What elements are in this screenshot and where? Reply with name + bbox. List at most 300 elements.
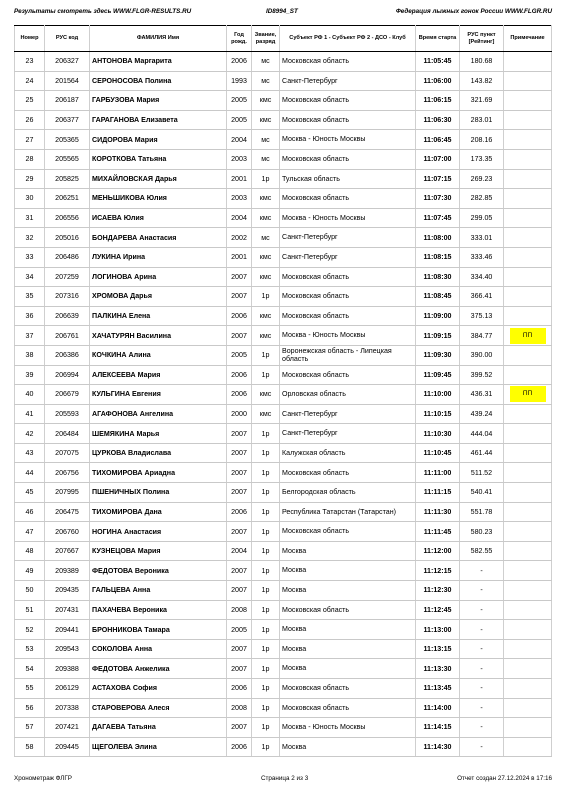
cell-number: 58	[15, 737, 45, 757]
cell-year: 2005	[227, 620, 252, 640]
cell-region: Московская область	[280, 679, 416, 699]
table-row	[15, 228, 552, 248]
table-row	[15, 169, 552, 189]
cell-rank: 1р	[252, 463, 280, 483]
cell-rank: 1р	[252, 502, 280, 522]
cell-start-time: 11:12:30	[416, 581, 460, 601]
cell-year: 2006	[227, 737, 252, 757]
cell-note	[504, 169, 552, 189]
cell-region: Московская область	[280, 600, 416, 620]
cell-number: 29	[15, 169, 45, 189]
cell-region: Москва - Юность Москвы	[280, 208, 416, 228]
cell-region: Москва - Юность Москвы	[280, 718, 416, 738]
cell-start-time: 11:12:00	[416, 541, 460, 561]
col-header-region: Субъект РФ 1 - Субъект РФ 2 - ДСО - Клуб	[280, 26, 416, 52]
cell-region: Московская область	[280, 698, 416, 718]
cell-rank: 1р	[252, 287, 280, 307]
cell-start-time: 11:07:45	[416, 208, 460, 228]
table-row	[15, 483, 552, 503]
cell-rank: кмс	[252, 404, 280, 424]
cell-number: 37	[15, 326, 45, 346]
cell-region: Московская область	[280, 91, 416, 111]
cell-name: ЦУРКОВА Владислава	[90, 443, 227, 463]
cell-year: 2006	[227, 52, 252, 72]
cell-number: 25	[15, 91, 45, 111]
cell-code: 206556	[45, 208, 90, 228]
cell-year: 2006	[227, 679, 252, 699]
cell-number: 24	[15, 71, 45, 91]
cell-rank: кмс	[252, 91, 280, 111]
table-row	[15, 679, 552, 699]
cell-region: Москва	[280, 561, 416, 581]
cell-code: 207421	[45, 718, 90, 738]
cell-region: Москва - Юность Москвы	[280, 326, 416, 346]
cell-points: 333.46	[460, 247, 504, 267]
cell-rank: мс	[252, 228, 280, 248]
cell-code: 206761	[45, 326, 90, 346]
cell-code: 209389	[45, 561, 90, 581]
cell-code: 205593	[45, 404, 90, 424]
cell-year: 2007	[227, 267, 252, 287]
cell-region: Московская область	[280, 522, 416, 542]
table-row	[15, 424, 552, 444]
cell-name: ШЕМЯКИНА Марья	[90, 424, 227, 444]
cell-number: 34	[15, 267, 45, 287]
cell-year: 1993	[227, 71, 252, 91]
cell-code: 206484	[45, 424, 90, 444]
cell-number: 50	[15, 581, 45, 601]
cell-name: ХРОМОВА Дарья	[90, 287, 227, 307]
cell-name: ЛОГИНОВА Арина	[90, 267, 227, 287]
table-row	[15, 306, 552, 326]
cell-points: 390.00	[460, 345, 504, 365]
cell-number: 36	[15, 306, 45, 326]
cell-name: БОНДАРЕВА Анастасия	[90, 228, 227, 248]
cell-note	[504, 620, 552, 640]
cell-points: 444.04	[460, 424, 504, 444]
cell-code: 206377	[45, 110, 90, 130]
table-row	[15, 404, 552, 424]
footer-page-number: Страница 2 из 3	[261, 775, 309, 782]
cell-name: АЛЕКСЕЕВА Мария	[90, 365, 227, 385]
cell-points: -	[460, 639, 504, 659]
cell-note	[504, 189, 552, 209]
page-header	[14, 8, 552, 20]
cell-start-time: 11:06:15	[416, 91, 460, 111]
table-row	[15, 522, 552, 542]
cell-year: 2008	[227, 600, 252, 620]
start-list-table	[14, 25, 552, 757]
cell-note	[504, 110, 552, 130]
cell-note	[504, 600, 552, 620]
cell-code: 209543	[45, 639, 90, 659]
cell-name: ПШЕНИЧНЫХ Полина	[90, 483, 227, 503]
cell-note	[504, 424, 552, 444]
cell-points: 461.44	[460, 443, 504, 463]
cell-start-time: 11:08:15	[416, 247, 460, 267]
cell-code: 207316	[45, 287, 90, 307]
cell-rank: мс	[252, 52, 280, 72]
cell-year: 2004	[227, 208, 252, 228]
cell-start-time: 11:05:45	[416, 52, 460, 72]
cell-start-time: 11:08:45	[416, 287, 460, 307]
cell-rank: 1р	[252, 679, 280, 699]
cell-year: 2005	[227, 91, 252, 111]
table-row	[15, 463, 552, 483]
table-row	[15, 149, 552, 169]
cell-rank: кмс	[252, 385, 280, 405]
cell-region: Санкт-Петербург	[280, 404, 416, 424]
cell-year: 2001	[227, 247, 252, 267]
cell-rank: 1р	[252, 659, 280, 679]
cell-name: АСТАХОВА София	[90, 679, 227, 699]
cell-note	[504, 365, 552, 385]
cell-code: 206994	[45, 365, 90, 385]
cell-number: 47	[15, 522, 45, 542]
cell-name: КОРОТКОВА Татьяна	[90, 149, 227, 169]
cell-points: 580.23	[460, 522, 504, 542]
table-row	[15, 385, 552, 405]
cell-name: БРОННИКОВА Тамара	[90, 620, 227, 640]
cell-points: 173.35	[460, 149, 504, 169]
cell-rank: кмс	[252, 326, 280, 346]
cell-number: 26	[15, 110, 45, 130]
cell-start-time: 11:10:30	[416, 424, 460, 444]
cell-points: 333.01	[460, 228, 504, 248]
table-row	[15, 561, 552, 581]
table-row	[15, 620, 552, 640]
col-header-rank: Звание, разряд	[252, 26, 280, 52]
cell-rank: кмс	[252, 267, 280, 287]
cell-rank: 1р	[252, 424, 280, 444]
cell-note	[504, 228, 552, 248]
table-row	[15, 189, 552, 209]
cell-region: Московская область	[280, 267, 416, 287]
cell-note	[504, 659, 552, 679]
cell-points: -	[460, 600, 504, 620]
cell-points: 321.69	[460, 91, 504, 111]
cell-note	[504, 463, 552, 483]
cell-year: 2007	[227, 424, 252, 444]
cell-number: 52	[15, 620, 45, 640]
cell-start-time: 11:11:45	[416, 522, 460, 542]
col-header-number: Номер	[15, 26, 45, 52]
cell-region: Воронежская область - Липецкая область	[280, 345, 416, 365]
cell-points: 143.82	[460, 71, 504, 91]
cell-rank: кмс	[252, 110, 280, 130]
cell-name: АГАФОНОВА Ангелина	[90, 404, 227, 424]
cell-start-time: 11:10:15	[416, 404, 460, 424]
cell-number: 23	[15, 52, 45, 72]
cell-points: 436.31	[460, 385, 504, 405]
cell-name: КУЛЬГИНА Евгения	[90, 385, 227, 405]
cell-name: ФЕДОТОВА Вероника	[90, 561, 227, 581]
cell-region: Калужская область	[280, 443, 416, 463]
cell-code: 206760	[45, 522, 90, 542]
cell-year: 2003	[227, 189, 252, 209]
note-badge: ПП	[510, 386, 546, 402]
cell-number: 57	[15, 718, 45, 738]
cell-rank: кмс	[252, 306, 280, 326]
cell-rank: мс	[252, 149, 280, 169]
cell-points: 366.41	[460, 287, 504, 307]
table-row	[15, 345, 552, 365]
cell-note	[504, 130, 552, 150]
cell-points: 399.52	[460, 365, 504, 385]
cell-rank: мс	[252, 130, 280, 150]
cell-rank: 1р	[252, 718, 280, 738]
cell-start-time: 11:14:30	[416, 737, 460, 757]
cell-note	[504, 541, 552, 561]
col-header-name: ФАМИЛИЯ Имя	[90, 26, 227, 52]
cell-code: 206756	[45, 463, 90, 483]
cell-start-time: 11:14:15	[416, 718, 460, 738]
cell-note	[504, 247, 552, 267]
cell-name: ПАЛКИНА Елена	[90, 306, 227, 326]
cell-name: ДАГАЕВА Татьяна	[90, 718, 227, 738]
cell-points: 283.01	[460, 110, 504, 130]
cell-code: 206679	[45, 385, 90, 405]
cell-number: 30	[15, 189, 45, 209]
cell-year: 2006	[227, 385, 252, 405]
cell-year: 2000	[227, 404, 252, 424]
cell-code: 206251	[45, 189, 90, 209]
cell-code: 207431	[45, 600, 90, 620]
cell-year: 2007	[227, 443, 252, 463]
cell-number: 44	[15, 463, 45, 483]
cell-code: 205016	[45, 228, 90, 248]
cell-year: 2001	[227, 169, 252, 189]
cell-rank: 1р	[252, 522, 280, 542]
table-row	[15, 91, 552, 111]
cell-note	[504, 561, 552, 581]
cell-name: СИДОРОВА Мария	[90, 130, 227, 150]
cell-region: Москва	[280, 581, 416, 601]
cell-code: 209388	[45, 659, 90, 679]
cell-rank: 1р	[252, 345, 280, 365]
cell-start-time: 11:10:45	[416, 443, 460, 463]
cell-number: 33	[15, 247, 45, 267]
cell-points: -	[460, 679, 504, 699]
cell-region: Москва	[280, 541, 416, 561]
table-row	[15, 71, 552, 91]
cell-start-time: 11:14:00	[416, 698, 460, 718]
cell-note	[504, 483, 552, 503]
cell-region: Москва	[280, 737, 416, 757]
cell-code: 206187	[45, 91, 90, 111]
cell-number: 51	[15, 600, 45, 620]
cell-number: 48	[15, 541, 45, 561]
cell-region: Московская область	[280, 365, 416, 385]
cell-year: 2007	[227, 581, 252, 601]
cell-year: 2006	[227, 306, 252, 326]
cell-points: -	[460, 737, 504, 757]
cell-number: 39	[15, 365, 45, 385]
cell-year: 2005	[227, 345, 252, 365]
cell-code: 205825	[45, 169, 90, 189]
cell-start-time: 11:07:30	[416, 189, 460, 209]
cell-name: КОЧКИНА Алина	[90, 345, 227, 365]
cell-note	[504, 581, 552, 601]
cell-points: 334.40	[460, 267, 504, 287]
cell-rank: 1р	[252, 600, 280, 620]
cell-number: 28	[15, 149, 45, 169]
cell-region: Москва - Юность Москвы	[280, 130, 416, 150]
cell-start-time: 11:09:15	[416, 326, 460, 346]
table-row	[15, 639, 552, 659]
cell-region: Московская область	[280, 149, 416, 169]
cell-points: 180.68	[460, 52, 504, 72]
cell-number: 53	[15, 639, 45, 659]
cell-year: 2007	[227, 561, 252, 581]
table-row	[15, 287, 552, 307]
cell-rank: мс	[252, 71, 280, 91]
cell-start-time: 11:06:45	[416, 130, 460, 150]
cell-name: ПАХАЧЕВА Вероника	[90, 600, 227, 620]
cell-name: ТИХОМИРОВА Дана	[90, 502, 227, 522]
cell-region: Московская область	[280, 287, 416, 307]
cell-code: 207667	[45, 541, 90, 561]
cell-code: 207338	[45, 698, 90, 718]
cell-region: Москва	[280, 639, 416, 659]
cell-rank: 1р	[252, 483, 280, 503]
cell-year: 2007	[227, 718, 252, 738]
col-header-start-time: Время старта	[416, 26, 460, 52]
cell-note	[504, 326, 552, 346]
cell-start-time: 11:09:30	[416, 345, 460, 365]
cell-region: Республика Татарстан (Татарстан)	[280, 502, 416, 522]
cell-start-time: 11:12:15	[416, 561, 460, 581]
cell-number: 55	[15, 679, 45, 699]
cell-points: 282.85	[460, 189, 504, 209]
cell-name: ЩЕГОЛЕВА Элина	[90, 737, 227, 757]
cell-year: 2004	[227, 541, 252, 561]
table-row	[15, 541, 552, 561]
footer-timing: Хронометраж ФЛГР	[14, 775, 72, 782]
cell-number: 35	[15, 287, 45, 307]
cell-name: ИСАЕВА Юлия	[90, 208, 227, 228]
cell-rank: 1р	[252, 541, 280, 561]
cell-name: НОГИНА Анастасия	[90, 522, 227, 542]
cell-year: 2007	[227, 659, 252, 679]
cell-year: 2003	[227, 149, 252, 169]
table-row	[15, 130, 552, 150]
cell-note	[504, 737, 552, 757]
cell-year: 2004	[227, 130, 252, 150]
cell-name: СТАРОВЕРОВА Алеся	[90, 698, 227, 718]
cell-year: 2007	[227, 483, 252, 503]
cell-note	[504, 404, 552, 424]
cell-rank: 1р	[252, 620, 280, 640]
cell-region: Московская область	[280, 110, 416, 130]
cell-note	[504, 306, 552, 326]
cell-note	[504, 345, 552, 365]
cell-number: 38	[15, 345, 45, 365]
cell-code: 206129	[45, 679, 90, 699]
cell-number: 43	[15, 443, 45, 463]
cell-points: 208.16	[460, 130, 504, 150]
cell-region: Москва	[280, 659, 416, 679]
cell-start-time: 11:11:15	[416, 483, 460, 503]
cell-points: 582.55	[460, 541, 504, 561]
cell-region: Московская область	[280, 189, 416, 209]
cell-rank: 1р	[252, 443, 280, 463]
cell-number: 32	[15, 228, 45, 248]
table-body	[15, 52, 552, 757]
cell-year: 2007	[227, 522, 252, 542]
cell-points: 540.41	[460, 483, 504, 503]
cell-number: 31	[15, 208, 45, 228]
col-header-year: Год рожд.	[227, 26, 252, 52]
cell-note	[504, 71, 552, 91]
cell-rank: 1р	[252, 737, 280, 757]
cell-number: 54	[15, 659, 45, 679]
cell-rank: 1р	[252, 698, 280, 718]
cell-rank: 1р	[252, 365, 280, 385]
table-row	[15, 208, 552, 228]
cell-name: ТИХОМИРОВА Ариадна	[90, 463, 227, 483]
cell-name: СЕРОНОСОВА Полина	[90, 71, 227, 91]
cell-number: 40	[15, 385, 45, 405]
cell-code: 205365	[45, 130, 90, 150]
cell-start-time: 11:06:00	[416, 71, 460, 91]
cell-number: 56	[15, 698, 45, 718]
cell-code: 206386	[45, 345, 90, 365]
cell-start-time: 11:07:00	[416, 149, 460, 169]
cell-start-time: 11:13:45	[416, 679, 460, 699]
cell-region: Санкт-Петербург	[280, 247, 416, 267]
cell-start-time: 11:09:00	[416, 306, 460, 326]
table-row	[15, 718, 552, 738]
cell-rank: кмс	[252, 247, 280, 267]
table-row	[15, 247, 552, 267]
cell-start-time: 11:13:00	[416, 620, 460, 640]
cell-region: Санкт-Петербург	[280, 228, 416, 248]
cell-note	[504, 385, 552, 405]
cell-code: 206486	[45, 247, 90, 267]
cell-region: Орловская область	[280, 385, 416, 405]
cell-rank: кмс	[252, 189, 280, 209]
cell-points: 511.52	[460, 463, 504, 483]
cell-points: 375.13	[460, 306, 504, 326]
cell-note	[504, 287, 552, 307]
cell-number: 49	[15, 561, 45, 581]
cell-region: Тульская область	[280, 169, 416, 189]
col-header-note: Примечание	[504, 26, 552, 52]
cell-note	[504, 639, 552, 659]
cell-start-time: 11:11:00	[416, 463, 460, 483]
col-header-points: РУС пункт [Рейтинг]	[460, 26, 504, 52]
table-row	[15, 737, 552, 757]
cell-code: 205565	[45, 149, 90, 169]
cell-number: 27	[15, 130, 45, 150]
cell-region: Санкт-Петербург	[280, 424, 416, 444]
table-row	[15, 581, 552, 601]
cell-points: 384.77	[460, 326, 504, 346]
cell-points: -	[460, 659, 504, 679]
table-header-row	[15, 26, 552, 52]
cell-year: 2007	[227, 326, 252, 346]
cell-year: 2006	[227, 365, 252, 385]
cell-code: 209445	[45, 737, 90, 757]
federation-site-text: Федерация лыжных гонок России WWW.FLGR.RU	[395, 8, 552, 15]
cell-year: 2002	[227, 228, 252, 248]
results-site-text: Результаты смотреть здесь WWW.FLGR-RESULTS.RU	[14, 8, 192, 15]
cell-start-time: 11:08:30	[416, 267, 460, 287]
cell-points: -	[460, 620, 504, 640]
cell-region: Московская область	[280, 52, 416, 72]
cell-region: Московская область	[280, 306, 416, 326]
